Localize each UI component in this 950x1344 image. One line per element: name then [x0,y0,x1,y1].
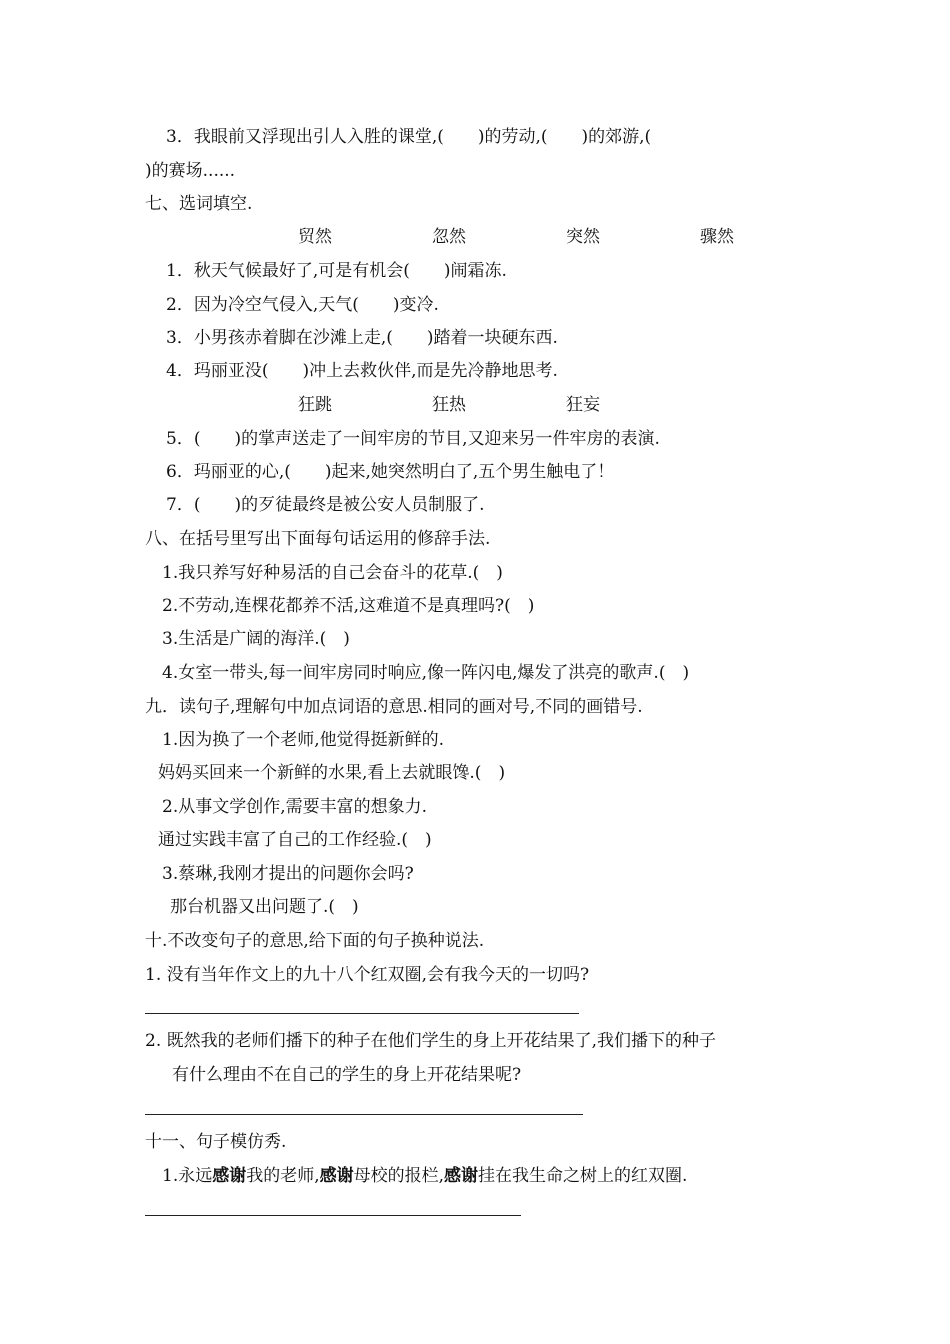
sentence-part: 挂在我生命之树上的红双圈. [478,1166,688,1186]
sec10-q1: 1. 没有当年作文上的九十八个红双圈,会有我今天的一切吗? [145,965,590,985]
sec9-line: 2.从事文学创作,需要丰富的想象力. [162,797,428,817]
emphasis-word: 感谢 [444,1166,479,1186]
word-option: 忽然 [432,227,466,247]
sec6-q3-line1: 3．我眼前又浮现出引人入胜的课堂,( )的劳动,( )的郊游,( [166,127,652,147]
sec7-item: 2．因为冷空气侵入,天气( )变冷. [166,295,439,315]
word-option: 狂妄 [566,395,600,415]
sec7-item: 6．玛丽亚的心,( )起来,她突然明白了,五个男生触电了！ [166,462,615,482]
answer-line [145,1215,521,1216]
sec6-q3-line2: )的赛场...... [145,161,236,181]
sec9-line: 通过实践丰富了自己的工作经验.( ) [158,830,432,850]
sec7-item: 5．( )的掌声送走了一间牢房的节目,又迎来另一件牢房的表演. [166,429,660,449]
sec7-heading: 七、选词填空. [145,194,253,214]
sentence-part: 母校的报栏, [353,1166,445,1186]
sec8-item: 3.生活是广阔的海洋.( ) [162,629,350,649]
sec9-line: 3.蔡琳,我刚才提出的问题你会吗? [162,864,414,884]
word-option: 狂跳 [298,395,332,415]
sentence-part: 1.永远 [162,1166,213,1186]
answer-line [145,1013,579,1014]
word-option: 突然 [566,227,600,247]
sec7-item: 4．玛丽亚没( )冲上去救伙伴,而是先冷静地思考. [166,361,558,381]
answer-line [145,1114,583,1115]
sec9-heading: 九．读句子,理解句中加点词语的意思.相同的画对号,不同的画错号. [145,697,643,717]
sec7-item: 7．( )的歹徒最终是被公安人员制服了. [166,495,485,515]
sec11-heading: 十一、句子模仿秀. [145,1132,287,1152]
emphasis-word: 感谢 [319,1166,354,1186]
sec8-item: 4.女室一带头,每一间牢房同时响应,像一阵闪电,爆发了洪亮的歌声.( ) [162,663,690,683]
word-option: 骤然 [700,227,734,247]
sec11-item [162,1165,687,1187]
sec8-heading: 八、在括号里写出下面每句话运用的修辞手法. [145,529,491,549]
word-option: 狂热 [432,395,466,415]
emphasis-word: 感谢 [212,1166,247,1186]
sec10-heading: 十.不改变句子的意思,给下面的句子换种说法. [145,931,485,951]
word-option: 贸然 [298,227,332,247]
sec8-item: 1.我只养写好种易活的自己会奋斗的花草.( ) [162,563,503,583]
sec10-q2-line1: 2. 既然我的老师们播下的种子在他们学生的身上开花结果了,我们播下的种子 [145,1031,717,1051]
sec9-line: 妈妈买回来一个新鲜的水果,看上去就眼馋.( ) [158,763,506,783]
sec8-item: 2.不劳动,连棵花都养不活,这难道不是真理吗?( ) [162,596,535,616]
sec7-item: 1．秋天气候最好了,可是有机会( )闹霜冻. [166,261,507,281]
sec9-line: 1.因为换了一个老师,他觉得挺新鲜的. [162,730,445,750]
sec9-line: 那台机器又出问题了.( ) [170,897,359,917]
sentence-part: 我的老师, [246,1166,320,1186]
sec7-item: 3．小男孩赤着脚在沙滩上走,( )踏着一块硬东西. [166,328,558,348]
sec10-q2-line2: 有什么理由不在自己的学生的身上开花结果呢? [172,1065,522,1085]
